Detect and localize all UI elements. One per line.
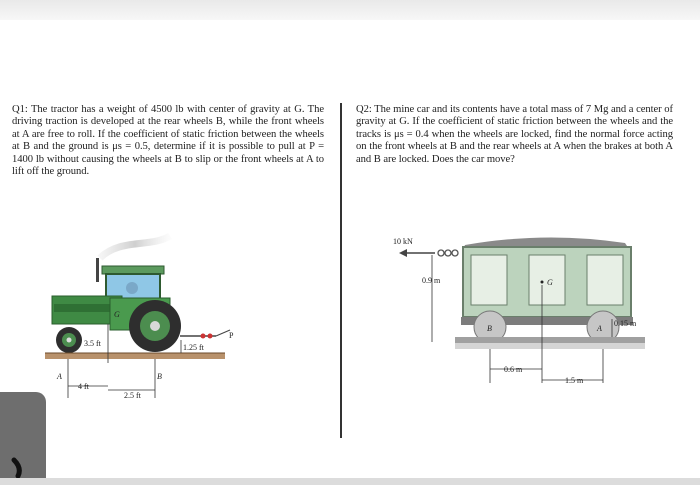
label-P: P <box>229 331 234 340</box>
label-A: A <box>597 324 602 333</box>
force-arrowhead <box>399 249 407 257</box>
driver <box>126 282 138 294</box>
force-label: 10 kN <box>393 237 413 246</box>
dim-axle-height: 0.15 m <box>614 319 637 328</box>
hitch-link <box>208 334 213 339</box>
rail-bed <box>455 343 645 349</box>
label-B: B <box>157 372 162 381</box>
question-1-text: Q1: The tractor has a weight of 4500 lb with center of gravity at G. The driving traction is developed at the rear wheels B, while the front wheels at A are free to roll. If the coefficient of static friction between the wheels at B and the ground is μs = 0.5, determine if it is possible to pull at P = 1400 lb without causing the wheels at B to slip or the front wheels at A to lift off the ground. <box>12 104 324 178</box>
tractor-figure <box>40 228 250 413</box>
hitch-link <box>201 334 206 339</box>
label-G: G <box>114 310 120 319</box>
coupling-link <box>438 250 444 256</box>
question-2-text: Q2: The mine car and its contents have a total mass of 7 Mg and a center of gravity at G. If the coefficient of static friction between the wheels and the tracks is μs = 0.4 when the wheels are locked, find the normal force acting on the front wheels at B and the rear wheels at A when the brakes at both A and B are locked. Does the car move? <box>356 104 673 165</box>
dim-g-to-a: 1.5 m <box>565 376 584 385</box>
mine-car-figure <box>385 225 680 400</box>
coupling-link <box>445 250 451 256</box>
dim-a-to-g: 4 ft <box>78 382 89 391</box>
exhaust-pipe <box>96 258 99 282</box>
hood-stripe <box>54 304 114 312</box>
chevron-icon <box>0 392 46 478</box>
coupling-link <box>452 250 458 256</box>
dim-pull-height: 0.9 m <box>422 276 441 285</box>
front-hub-cap <box>67 338 72 343</box>
car-panel <box>471 255 507 305</box>
smoke <box>100 236 170 258</box>
label-A: A <box>57 372 62 381</box>
dim-g-to-b: 2.5 ft <box>124 391 141 400</box>
ground <box>45 353 225 359</box>
dim-cg-height: 3.5 ft <box>84 339 101 348</box>
force-P-arrow <box>216 330 230 336</box>
rail <box>455 337 645 343</box>
back-button[interactable] <box>0 392 46 478</box>
cg-marker <box>541 281 544 284</box>
top-bar <box>0 0 700 20</box>
cab-roof <box>102 266 164 274</box>
bottom-bar <box>0 478 700 485</box>
dim-hitch-height: 1.25 ft <box>183 343 204 352</box>
column-divider <box>340 103 342 438</box>
rear-hub-cap <box>150 321 160 331</box>
dim-b-to-g: 0.6 m <box>504 365 523 374</box>
car-panel <box>587 255 623 305</box>
label-B: B <box>487 324 492 333</box>
label-G: G <box>547 278 553 287</box>
